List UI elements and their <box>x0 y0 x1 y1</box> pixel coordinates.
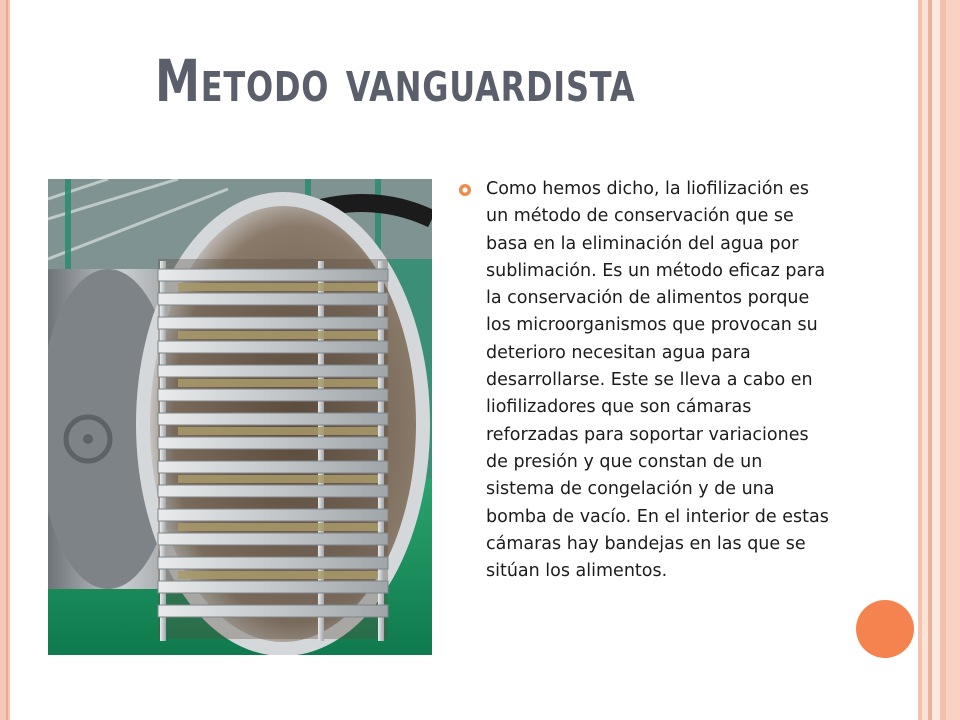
bullet-text: Como hemos dicho, la liofilización es un método de conservación que se basa en la eliminación del agua por sublimación. Es un método eficaz para la conservación de alimentos porque los microorganismos que provocan su deterioro necesitan agua para desarrollarse. Este se lleva a cabo en liofilizadores que son cámaras reforzadas para soportar variaciones de presión y que constan de un sistema de congelación y de una bomba de vacío. En el interior de estas cámaras hay bandejas en las que se sitúan los alimentos. <box>486 179 829 582</box>
body-bullet <box>458 176 830 585</box>
slide-right-stripes <box>914 0 960 720</box>
slide-title: Metodo vanguardista <box>155 47 636 115</box>
freeze-dryer-photo <box>48 179 432 655</box>
accent-circle <box>856 600 914 658</box>
orange-bullet-icon <box>458 183 472 197</box>
slide-left-border <box>0 0 10 720</box>
